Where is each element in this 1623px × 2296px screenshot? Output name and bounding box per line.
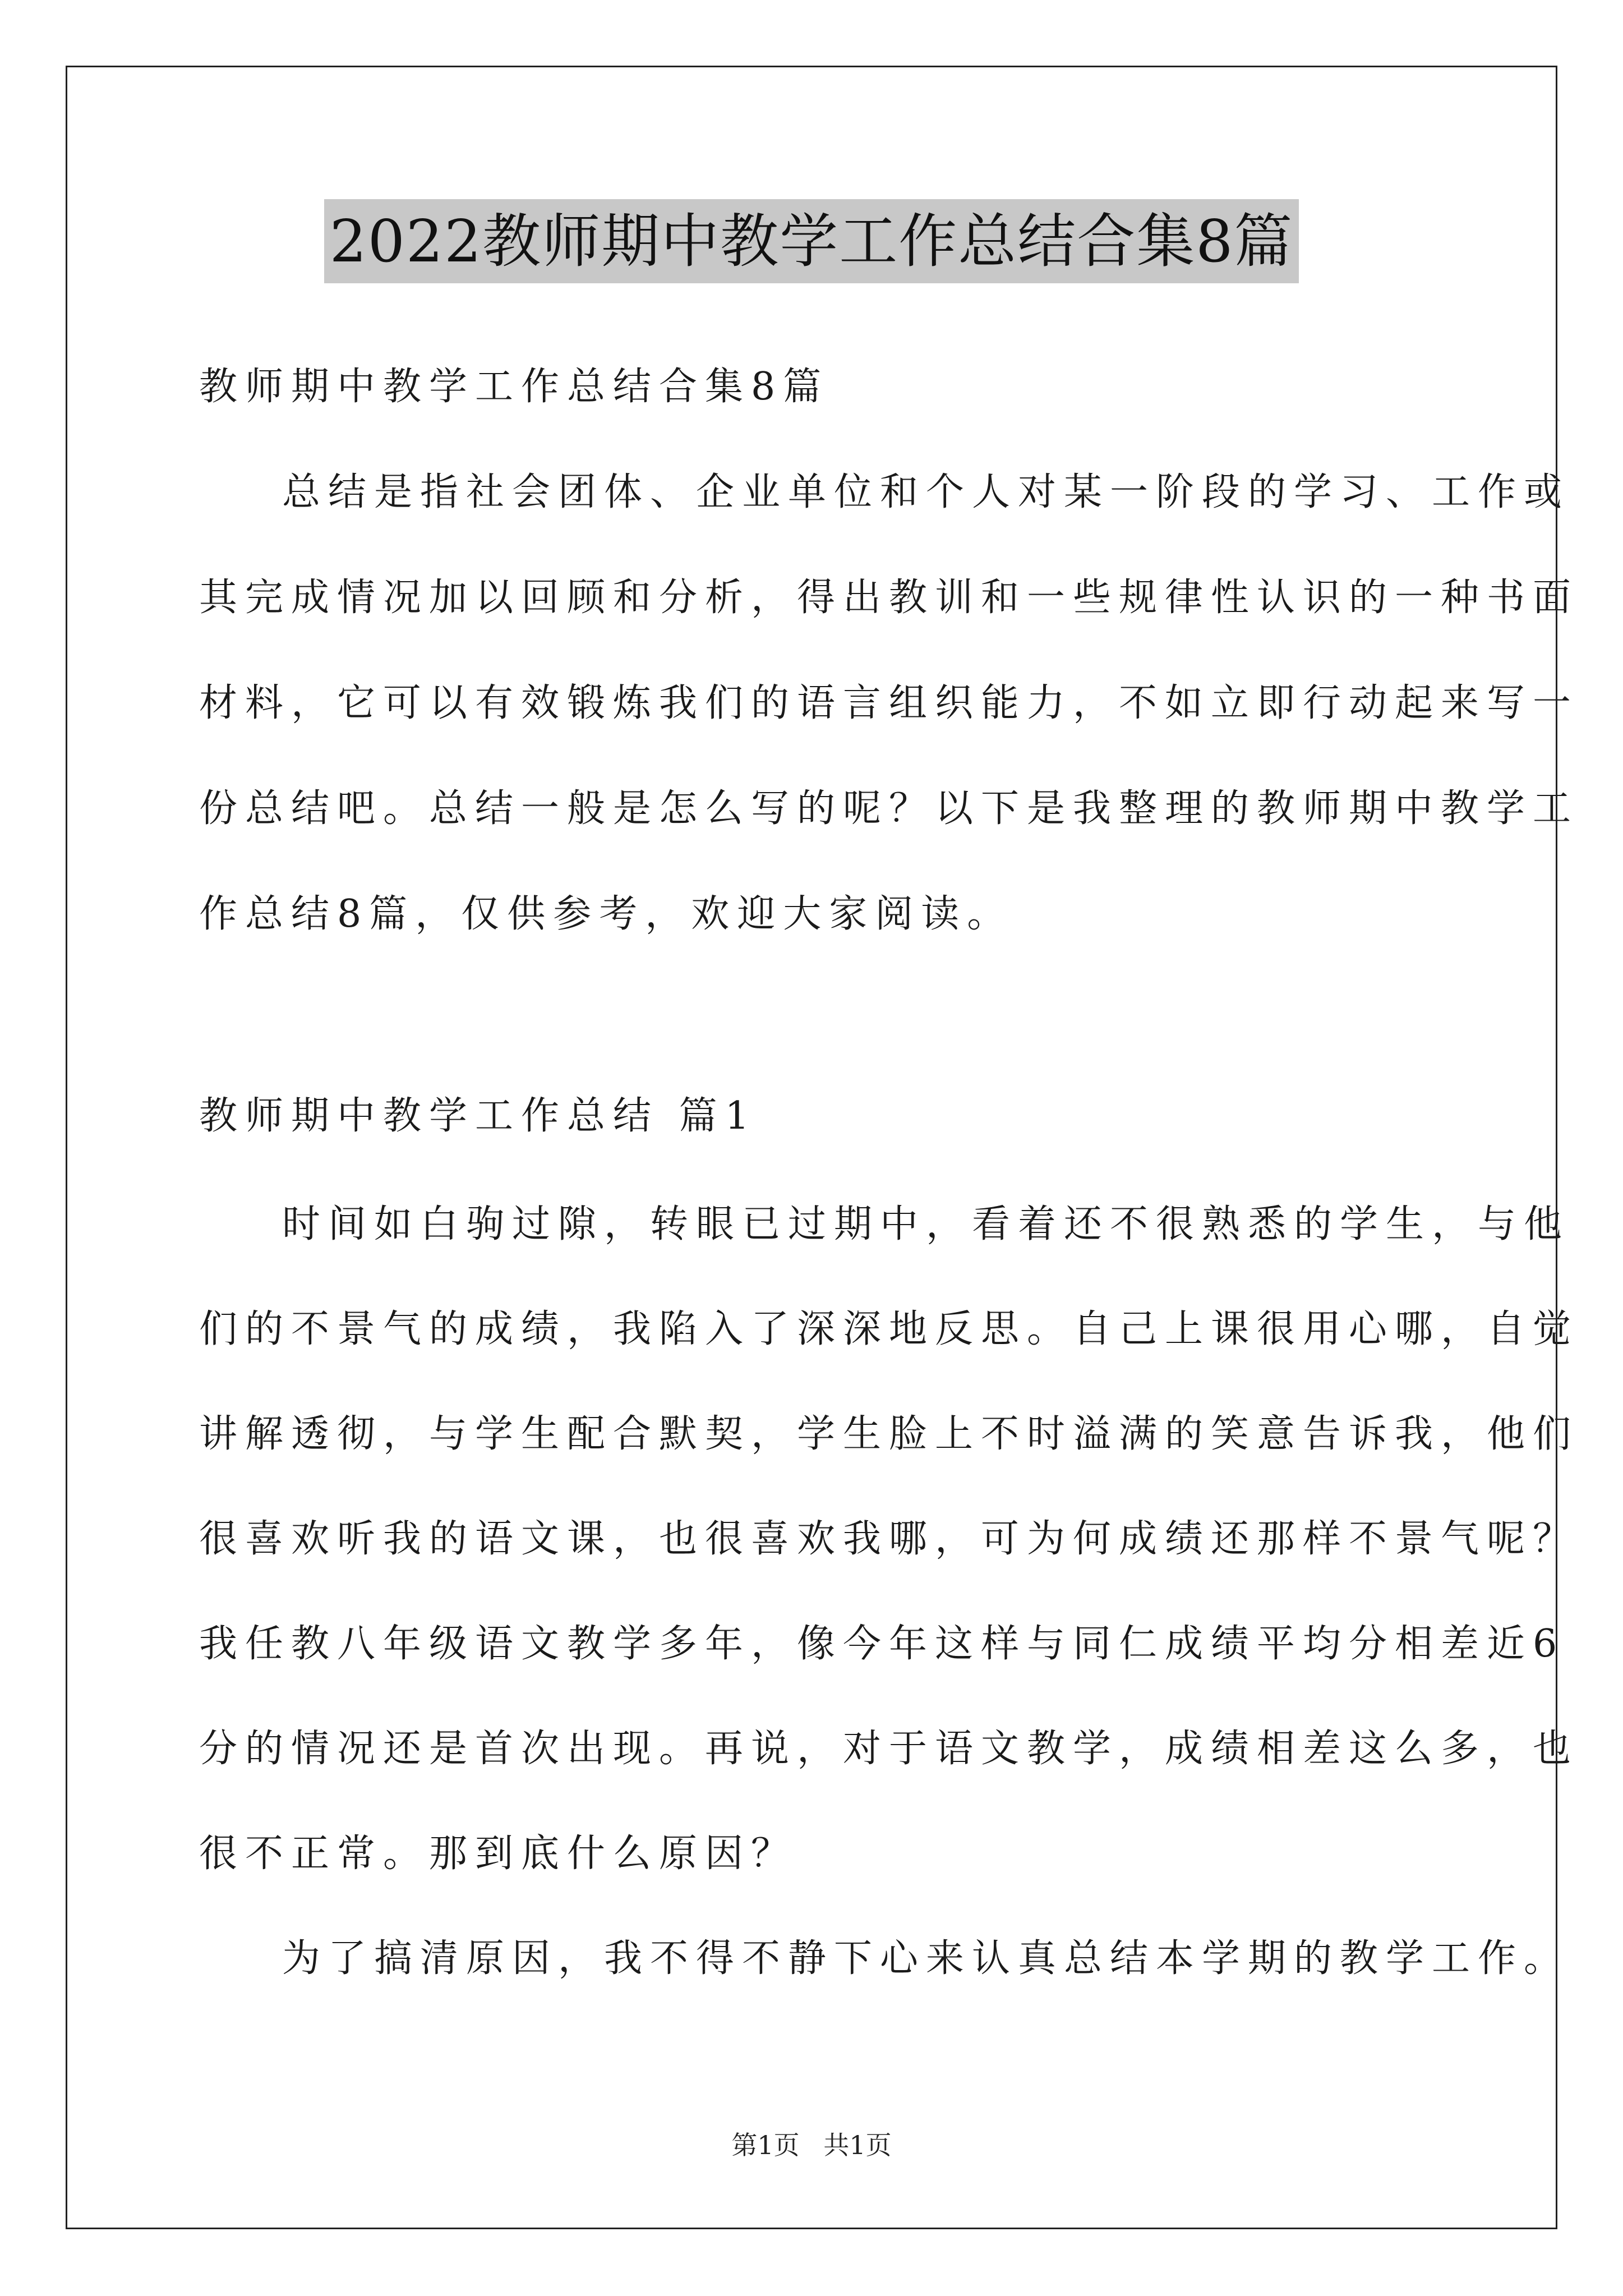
section-line: 很不正常。那到底什么原因？ (199, 1832, 797, 1876)
page-footer (0, 2125, 1623, 2162)
intro-line: 作总结8篇，仅供参考，欢迎大家阅读。 (199, 892, 1013, 936)
section-line: 我任教八年级语文教学多年，像今年这样与同仁成绩平均分相差近6 (199, 1622, 1565, 1666)
page-total: 共1页 (823, 2130, 892, 2160)
document-title: 2022教师期中教学工作总结合集8篇 (324, 199, 1299, 283)
section-paragraph: 为了搞清原因，我不得不静下心来认真总结本学期的教学工作。 (282, 1936, 1570, 1981)
section-heading: 教师期中教学工作总结 篇1 (199, 1094, 757, 1138)
section-line: 时间如白驹过隙，转眼已过期中，看着还不很熟悉的学生，与他 (282, 1202, 1570, 1246)
section-line: 讲解透彻，与学生配合默契，学生脸上不时溢满的笑意告诉我，他们 (199, 1412, 1579, 1456)
subtitle: 教师期中教学工作总结合集8篇 (199, 365, 829, 409)
intro-line: 材料，它可以有效锻炼我们的语言组织能力，不如立即行动起来写一 (199, 681, 1579, 725)
title-container (0, 199, 1623, 283)
section-line: 分的情况还是首次出现。再说，对于语文教学，成绩相差这么多，也 (199, 1727, 1579, 1771)
section-line: 们的不景气的成绩，我陷入了深深地反思。自己上课很用心哪，自觉 (199, 1307, 1579, 1351)
section-line: 很喜欢听我的语文课，也很喜欢我哪，可为何成绩还那样不景气呢？ (199, 1517, 1579, 1561)
intro-line: 总结是指社会团体、企业单位和个人对某一阶段的学习、工作或 (282, 470, 1570, 514)
intro-line: 份总结吧。总结一般是怎么写的呢？以下是我整理的教师期中教学工 (199, 786, 1579, 831)
page-number: 第1页 (731, 2130, 800, 2160)
intro-line: 其完成情况加以回顾和分析，得出教训和一些规律性认识的一种书面 (199, 576, 1579, 620)
